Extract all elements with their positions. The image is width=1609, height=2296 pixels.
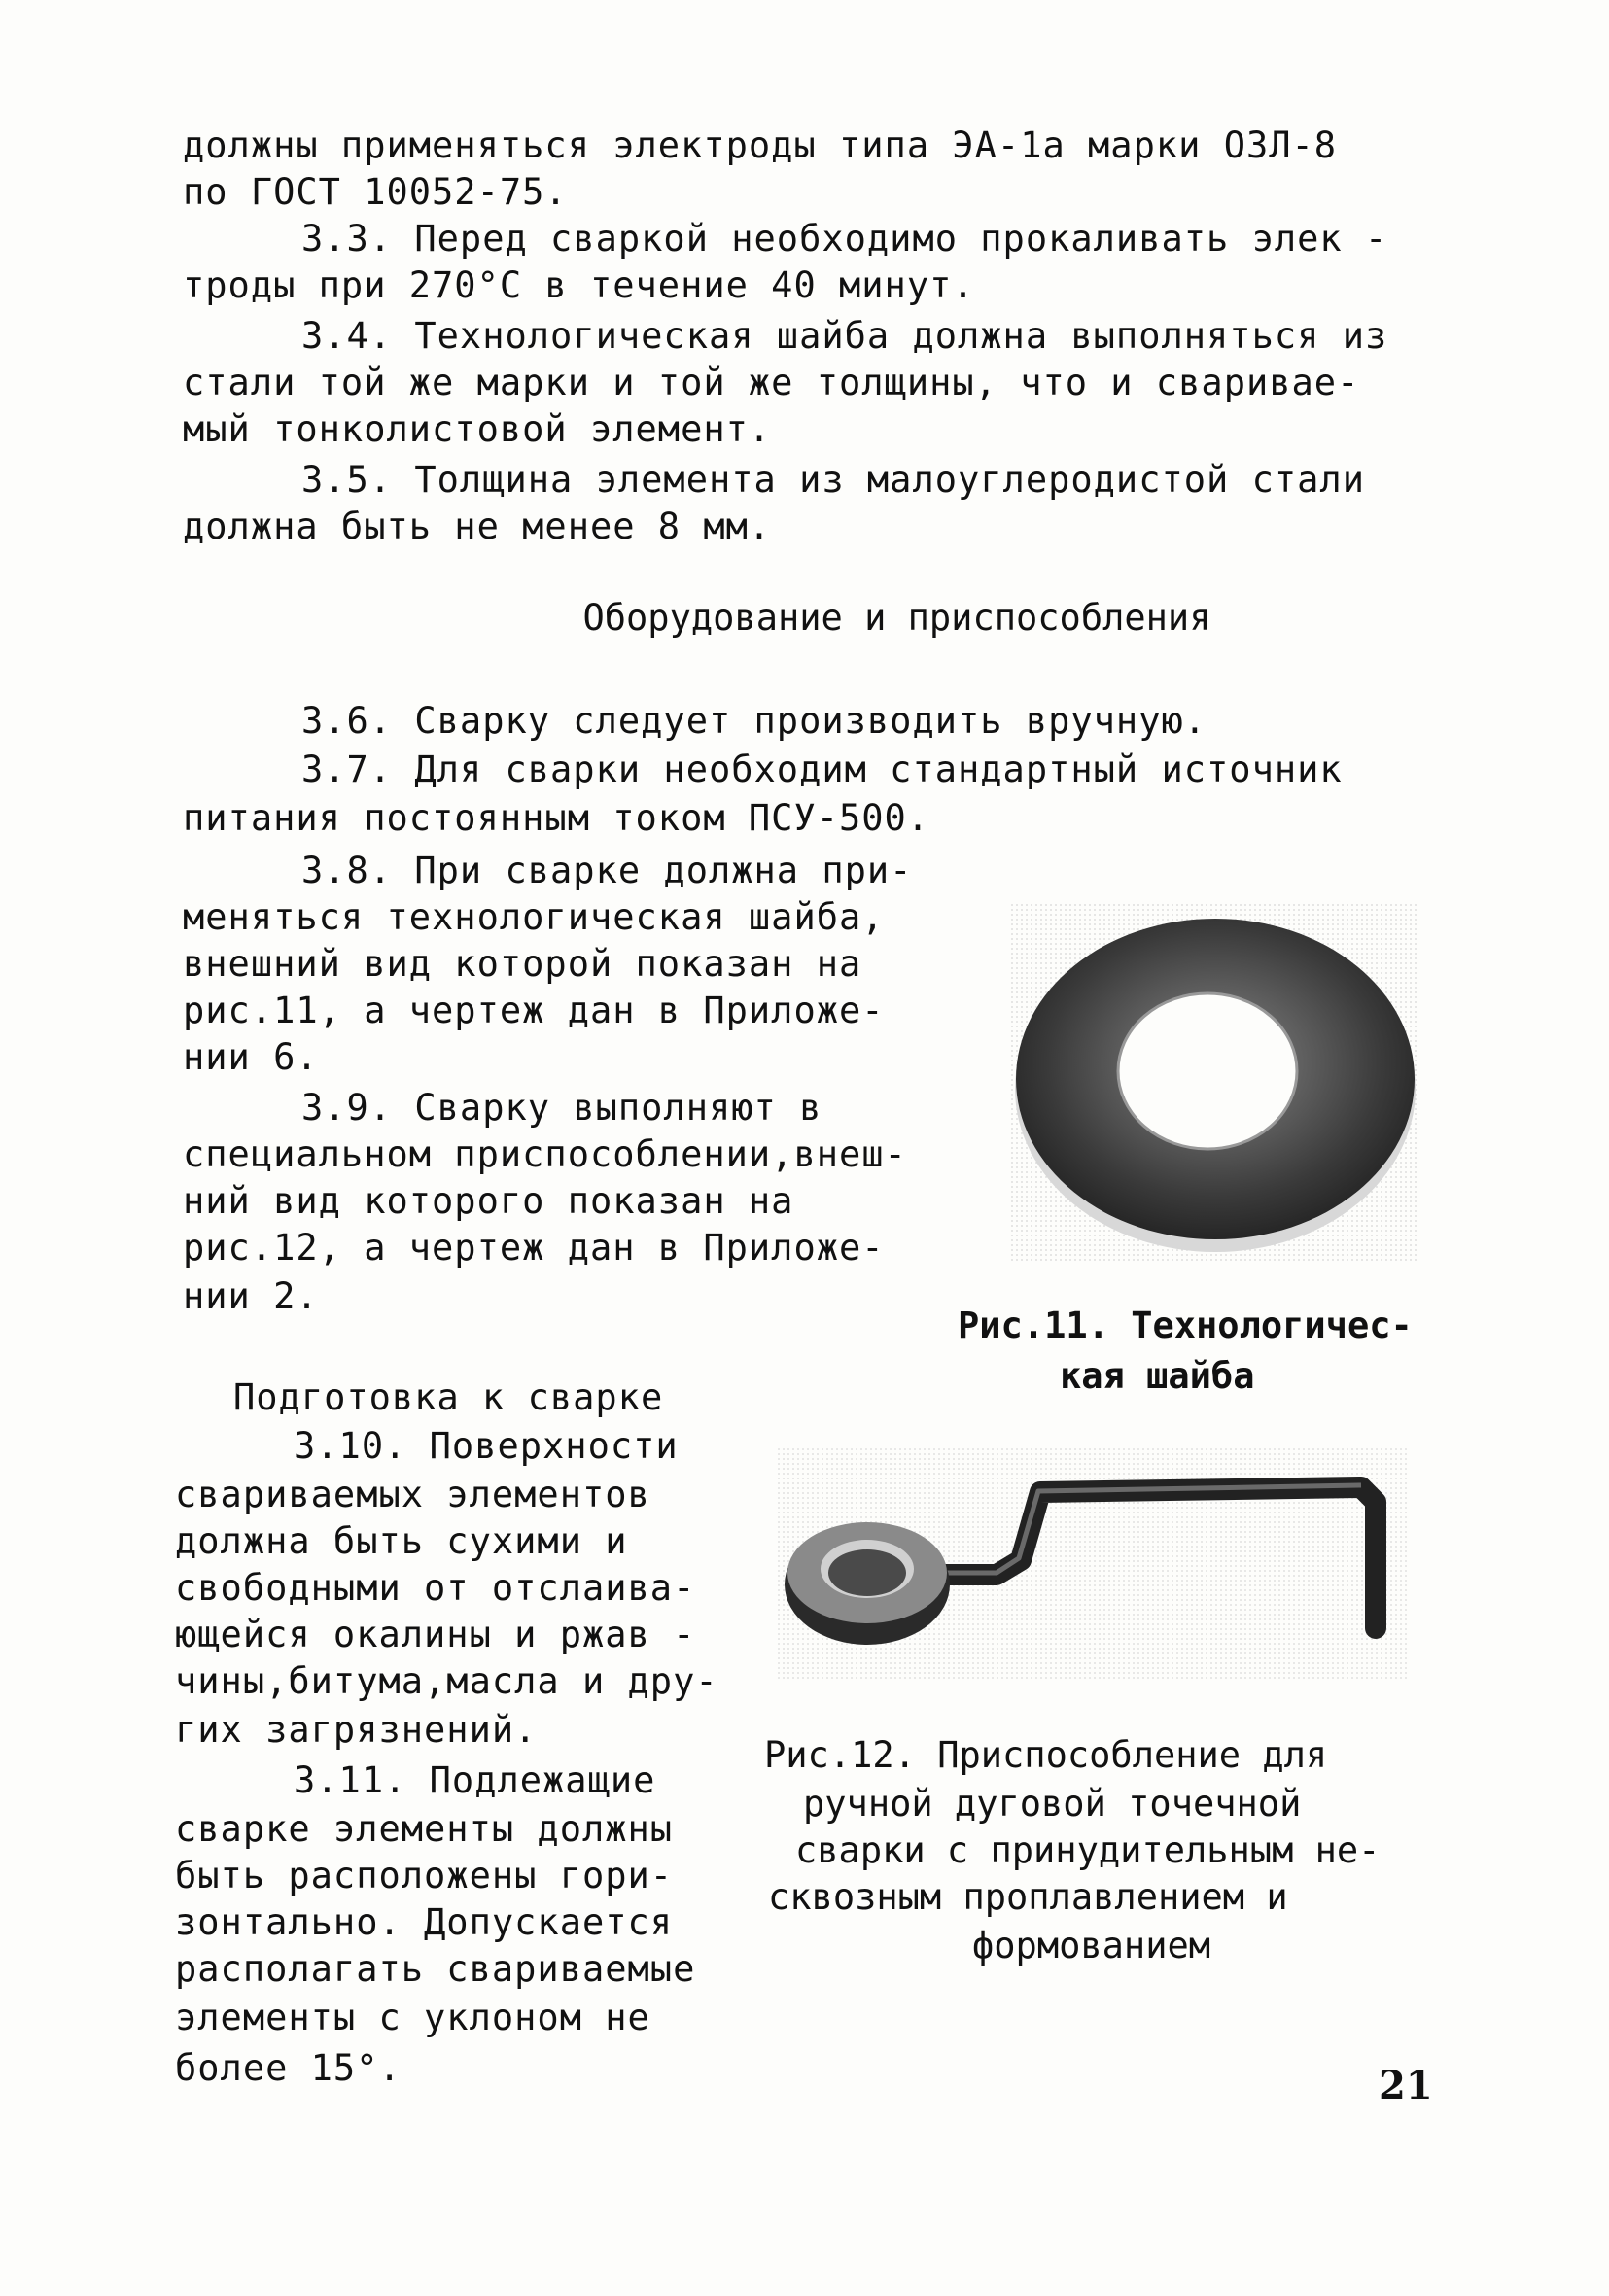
text-line: нии 2. bbox=[183, 1275, 319, 1317]
text-line: располагать свариваемые bbox=[175, 1948, 696, 1990]
text-line: рис.11, а чертеж дан в Приложе- bbox=[183, 990, 885, 1031]
section-title: Оборудование и приспособления bbox=[582, 597, 1211, 639]
text-line: свариваемых элементов bbox=[175, 1474, 650, 1515]
text-line: внешний вид которой показан на bbox=[183, 943, 862, 985]
text-line: более 15°. bbox=[175, 2047, 402, 2089]
text-line: элементы с уклоном не bbox=[175, 1997, 650, 2038]
text-line: троды при 270°С в течение 40 минут. bbox=[183, 264, 975, 306]
fixture-photo bbox=[778, 1448, 1410, 1682]
text-line: 3.11. Подлежащие bbox=[294, 1759, 656, 1801]
text-line: 3.4. Технологическая шайба должна выполняться из bbox=[301, 315, 1388, 357]
text-line: зонтально. Допускается bbox=[175, 1901, 674, 1943]
text-line: стали той же марки и той же толщины, что и сваривае- bbox=[183, 362, 1360, 403]
text-line: сварке элементы должны bbox=[175, 1808, 674, 1850]
text-line: 3.9. Сварку выполняют в bbox=[301, 1087, 822, 1129]
fig12-caption: формованием bbox=[972, 1925, 1211, 1966]
washer-photo bbox=[1011, 904, 1419, 1264]
text-line: мый тонколистовой элемент. bbox=[183, 408, 772, 450]
text-line: чины,битума,масла и дру- bbox=[175, 1660, 718, 1702]
text-line: ющейся окалины и ржав - bbox=[175, 1614, 696, 1655]
text-line: должна быть сухими и bbox=[175, 1520, 628, 1562]
subsection-title: Подготовка к сварке bbox=[233, 1376, 664, 1418]
text-line: 3.5. Толщина элемента из малоуглеродистой стали bbox=[301, 459, 1365, 501]
text-line: рис.12, а чертеж дан в Приложе- bbox=[183, 1227, 885, 1269]
text-line: питания постоянным током ПСУ-500. bbox=[183, 797, 930, 839]
text-line: должны применяться электроды типа ЭА-1а марки ОЗЛ-8 bbox=[183, 124, 1338, 166]
fig11-caption: Рис.11. Технологичес- bbox=[958, 1305, 1413, 1346]
text-line: 3.8. При сварке должна при- bbox=[301, 850, 913, 891]
fig12-caption: Рис.12. Приспособление для bbox=[764, 1734, 1328, 1776]
text-line: 3.10. Поверхности bbox=[294, 1425, 679, 1467]
text-line: меняться технологическая шайба, bbox=[183, 896, 885, 938]
fig12-caption: ручной дуговой точечной bbox=[803, 1783, 1302, 1825]
text-line: ний вид которого показан на bbox=[183, 1180, 794, 1222]
text-line: 3.6. Сварку следует производить вручную. bbox=[301, 700, 1207, 742]
text-line: быть расположены гори- bbox=[175, 1855, 674, 1896]
text-line: по ГОСТ 10052-75. bbox=[183, 171, 568, 213]
text-line: нии 6. bbox=[183, 1036, 319, 1078]
text-line: гих загрязнений. bbox=[175, 1709, 538, 1751]
fig12-caption: сквозным проплавлением и bbox=[768, 1876, 1288, 1918]
fig12-caption: сварки с принудительным не- bbox=[795, 1829, 1381, 1871]
text-line: 3.3. Перед сваркой необходимо прокаливать элек - bbox=[301, 218, 1388, 260]
page-number: 21 bbox=[1379, 2063, 1433, 2108]
fig11-caption: кая шайба bbox=[1060, 1355, 1255, 1397]
text-line: 3.7. Для сварки необходим стандартный источник bbox=[301, 748, 1343, 790]
text-line: свободными от отслаива- bbox=[175, 1567, 696, 1609]
text-line: должна быть не менее 8 мм. bbox=[183, 505, 772, 547]
text-line: специальном приспособлении,внеш- bbox=[183, 1133, 907, 1175]
